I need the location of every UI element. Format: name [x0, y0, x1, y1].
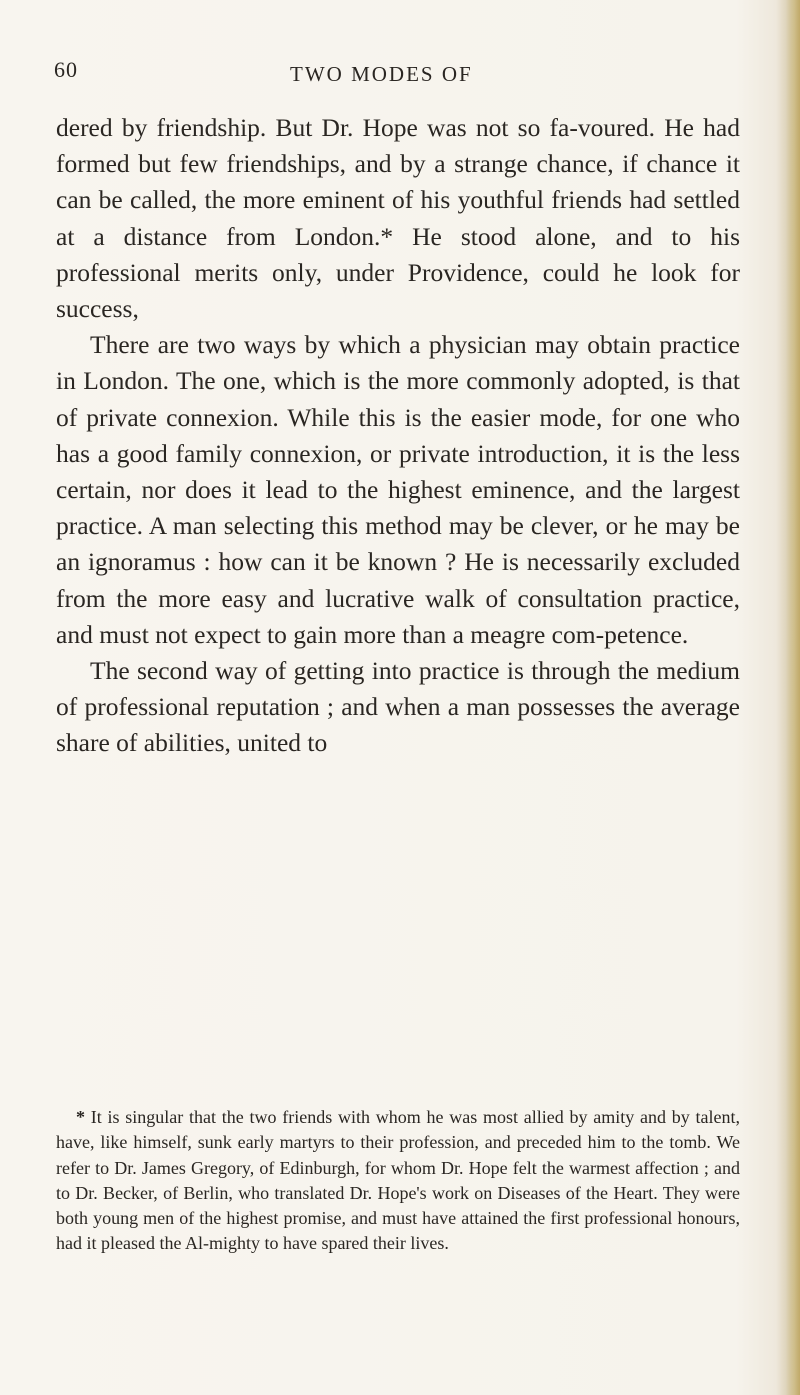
paragraph-1: dered by friendship. But Dr. Hope was not so fa-voured. He had formed but few friendships, and by a strange chance, if chance it can be called, the more eminent of his youthful friends had settled at a distance from London.* He stood alone, and to his professional merits only, under Providence, could he look for success, [56, 113, 740, 324]
paragraph-3: The second way of getting into practice is through the medium of professional reputation ; and when a man possesses the average share of abilities, united to [56, 656, 740, 758]
paragraph-2: There are two ways by which a physician may obtain practice in London. The one, which is the more commonly adopted, is that of private connexion. While this is the easier mode, for one who has a good family connexion, or private introduction, it is the less certain, nor does it lead to the highest eminence, and the largest practice. A man selecting this method may be clever, or he may be an ignoramus : how can it be known ? He is necessarily excluded from the more easy and lucrative walk of consultation practice, and must not expect to gain more than a meagre com-petence. [56, 330, 740, 649]
running-head: TWO MODES OF [290, 62, 473, 86]
footnote-mark: * [76, 1107, 85, 1127]
page-edge [786, 0, 800, 1395]
footnote-text: It is singular that the two friends with whom he was most allied by amity and by talent, have, like himself, sunk early martyrs to their profession, and preceded him to the tomb. We refer to Dr. James Gregory, of Edinburgh, for whom Dr. Hope felt the warmest affection ; and to Dr. Becker, of Berlin, who translated Dr. Hope's work on Diseases of the Heart. They were both young men of the highest promise, and must have attained the first professional honours, had it pleased the Al-mighty to have spared their lives. [56, 1107, 741, 1254]
page-number: 60 [54, 57, 78, 82]
footnote [56, 1105, 740, 1257]
body-text [56, 110, 740, 762]
